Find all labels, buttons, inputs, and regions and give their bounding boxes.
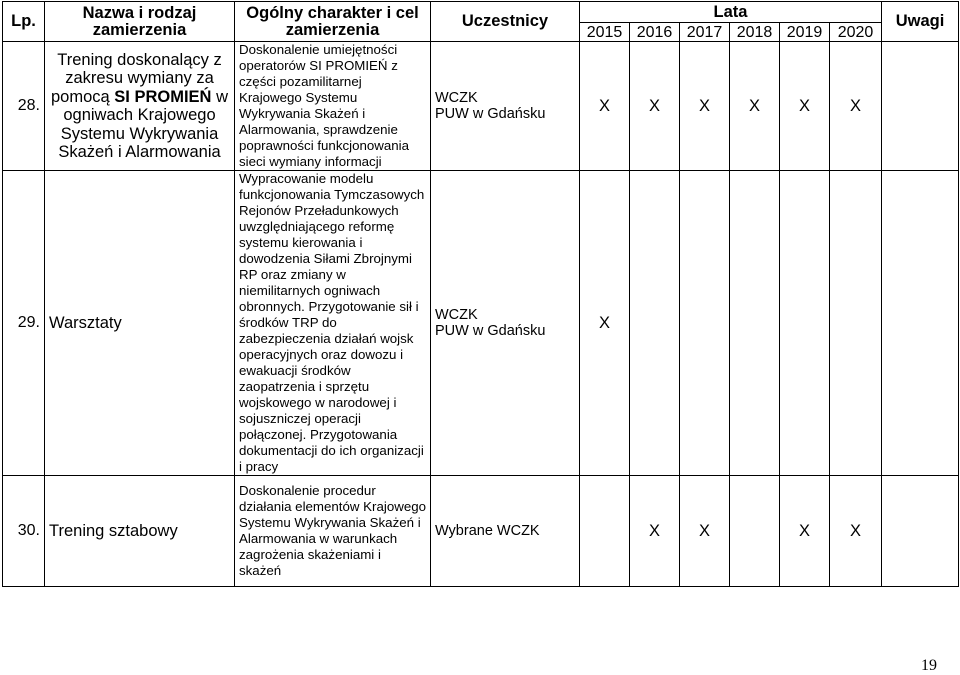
participant-line: WCZK xyxy=(435,90,478,106)
table-row xyxy=(3,476,959,587)
plan-table xyxy=(2,1,959,587)
page-number: 19 xyxy=(921,657,937,674)
mark-2020: X xyxy=(830,42,882,171)
mark-2020: X xyxy=(830,476,882,587)
row-lp: 28. xyxy=(3,42,45,171)
row-notes xyxy=(882,171,959,476)
row-character: Doskonalenie procedur działania elementów Krajowego Systemu Wykrywania Skażeń i Alarmowania w warunkach zagrożenia skażeniami i skażeń xyxy=(235,476,431,587)
mark-2017: X xyxy=(680,476,730,587)
mark-2015: X xyxy=(580,42,630,171)
participant-line: PUW w Gdańsku xyxy=(435,323,546,339)
header-year-2015: 2015 xyxy=(580,23,630,42)
header-year-2016: 2016 xyxy=(630,23,680,42)
header-year-2017: 2017 xyxy=(680,23,730,42)
header-participants: Uczestnicy xyxy=(431,2,580,42)
header-name: Nazwa i rodzaj zamierzenia xyxy=(45,2,235,42)
mark-2016: X xyxy=(630,476,680,587)
header-row xyxy=(3,2,959,23)
mark-2015 xyxy=(580,476,630,587)
row-name: Warsztaty xyxy=(45,171,235,476)
row-participants xyxy=(431,476,580,587)
row-name-part: w ogniwach Krajowego Systemu Wykrywania Skażeń i Alarmowania xyxy=(58,87,228,161)
participant-line: PUW w Gdańsku xyxy=(435,106,546,122)
header-character: Ogólny charakter i cel zamierzenia xyxy=(235,2,431,42)
mark-2019: X xyxy=(780,42,830,171)
mark-2019: X xyxy=(780,476,830,587)
row-participants xyxy=(431,171,580,476)
mark-2016 xyxy=(630,171,680,476)
row-name-system: SI PROMIEŃ xyxy=(114,87,212,106)
row-character: Wypracowanie modelu funkcjonowania Tymczasowych Rejonów Przeładunkowych uwzględniającego reformę systemu kierowania i dowodzenia Siłami Zbrojnymi RP oraz zmiany w niemilitarnych ogniwach obronnych. Przygotowanie sił i środków TRP do zabezpieczenia działań wojsk operacyjnych oraz dowozu i ewakuacji środków zaopatrzenia i sprzętu wojskowego w narodowej i sojuszniczej operacji połączonej. Przygotowania dokumentacji do ich organizacji i pracy xyxy=(235,171,431,476)
row-lp: 29. xyxy=(3,171,45,476)
row-participants xyxy=(431,42,580,171)
header-notes: Uwagi xyxy=(882,2,959,42)
row-notes xyxy=(882,476,959,587)
row-name xyxy=(45,42,235,171)
row-name: Trening sztabowy xyxy=(45,476,235,587)
header-lp: Lp. xyxy=(3,2,45,42)
participant-line: WCZK xyxy=(435,307,478,323)
row-name-part: Trening doskonalący z zakresu wymiany za pomocą xyxy=(51,50,222,106)
mark-2018 xyxy=(730,476,780,587)
row-notes xyxy=(882,42,959,171)
mark-2016: X xyxy=(630,42,680,171)
header-years-group: Lata xyxy=(580,2,882,23)
mark-2017 xyxy=(680,171,730,476)
mark-2018: X xyxy=(730,42,780,171)
row-lp: 30. xyxy=(3,476,45,587)
mark-2017: X xyxy=(680,42,730,171)
mark-2019 xyxy=(780,171,830,476)
row-character: Doskonalenie umiejętności operatorów SI PROMIEŃ z części pozamilitarnej Krajowego Systemu Wykrywania Skażeń i Alarmowania, sprawdzenie poprawności funkcjonowania sieci wymiany informacji xyxy=(235,42,431,171)
participant-line: Wybrane WCZK xyxy=(435,523,540,539)
table-row xyxy=(3,171,959,476)
mark-2020 xyxy=(830,171,882,476)
header-year-2019: 2019 xyxy=(780,23,830,42)
mark-2015: X xyxy=(580,171,630,476)
header-year-2020: 2020 xyxy=(830,23,882,42)
mark-2018 xyxy=(730,171,780,476)
header-year-2018: 2018 xyxy=(730,23,780,42)
table-row xyxy=(3,42,959,171)
